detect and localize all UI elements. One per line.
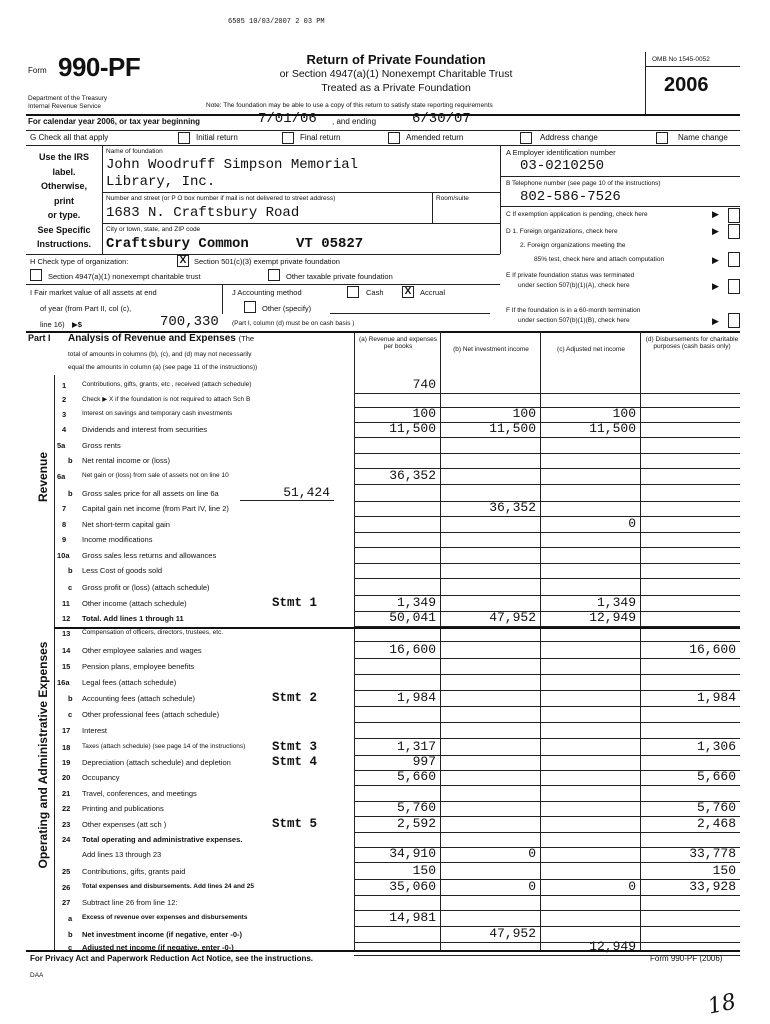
- row-number: b: [68, 930, 73, 939]
- value-col-a: 5,760: [396, 800, 436, 815]
- row-label: Interest on savings and temporary cash investments: [82, 410, 233, 417]
- value-col-a: 16,600: [389, 642, 436, 657]
- row-number: 26: [62, 883, 71, 892]
- row-label: Printing and publications: [82, 804, 164, 813]
- value-col-d: 16,600: [689, 642, 736, 657]
- value-col-c: 0: [628, 516, 636, 531]
- form-title: Return of Private Foundation: [306, 52, 486, 67]
- row-number: 20: [62, 773, 71, 782]
- h-type-label: H Check type of organization:: [30, 257, 129, 266]
- h-501c3-checkbox[interactable]: X: [177, 255, 189, 267]
- value-col-a: 100: [412, 406, 436, 421]
- part-i-label: Part I: [28, 333, 51, 343]
- row-number: 7: [62, 504, 67, 513]
- i-fmv-label-3: line 16): [40, 320, 65, 329]
- value-col-a: 50,041: [389, 610, 436, 625]
- row-number: 9: [62, 535, 67, 544]
- row-label: Excess of revenue over expenses and disbursements: [82, 914, 248, 921]
- initial-return-label: Initial return: [196, 133, 238, 142]
- other-method-checkbox[interactable]: [244, 301, 256, 313]
- form-subtitle-2: Treated as a Private Foundation: [321, 82, 471, 94]
- row-number: 25: [62, 867, 71, 876]
- part-i-desc-2: equal the amounts in column (a) (see page 11 of the instructions)): [68, 364, 258, 371]
- expenses-side-label: Operating and Administrative Expenses: [36, 641, 50, 869]
- value-col-b: 47,952: [489, 926, 536, 941]
- row-number: 5a: [57, 441, 66, 450]
- col-c-header: (c) Adjusted net income: [557, 346, 625, 353]
- accrual-checkbox[interactable]: X: [402, 286, 414, 298]
- omb-number: OMB No 1545-0052: [652, 56, 710, 63]
- row-label: Other expenses (att sch ): [82, 820, 167, 829]
- row-label: Gross sales price for all assets on line 6a: [82, 489, 219, 498]
- value-col-d: 2,468: [696, 816, 736, 831]
- row-label: Add lines 13 through 23: [82, 850, 162, 859]
- value-col-a: 997: [412, 754, 436, 769]
- form-note: Note: The foundation may be able to use a copy of this return to satisfy state reporting requirements: [206, 102, 493, 109]
- value-col-a: 36,352: [389, 468, 436, 483]
- row-number: 3: [62, 410, 67, 419]
- room-suite-label: Room/suite: [436, 195, 469, 202]
- value-col-d: 1,984: [696, 690, 736, 705]
- ein: 03-0210250: [520, 158, 605, 174]
- row-label: Net investment income (if negative, enter -0-): [82, 930, 243, 939]
- row-number: 13: [62, 629, 71, 638]
- row-label: Total. Add lines 1 through 11: [82, 614, 184, 623]
- final-return-label: Final return: [300, 133, 341, 142]
- row-label: Less Cost of goods sold: [82, 566, 163, 575]
- value-col-b: 0: [528, 846, 536, 861]
- row-number: c: [68, 583, 73, 592]
- row-number: 11: [62, 599, 70, 608]
- row-label: Capital gain net income (from Part IV, line 2): [82, 504, 229, 513]
- row-label: Adjusted net income (if negative, enter -0-): [82, 943, 234, 952]
- value-col-d: 5,660: [696, 769, 736, 784]
- row-number: b: [68, 566, 73, 575]
- value-col-c: 100: [612, 406, 636, 421]
- i-fmv-label-2: of year (from Part II, col (c),: [40, 304, 132, 313]
- h-4947-label: Section 4947(a)(1) nonexempt charitable trust: [48, 272, 201, 281]
- state-zip: VT 05827: [296, 236, 364, 252]
- phone-label: B Telephone number (see page 10 of the instructions): [506, 180, 661, 187]
- row-label: Gross profit or (loss) (attach schedule): [82, 583, 210, 592]
- d2-foreign-checkbox[interactable]: [728, 252, 740, 267]
- row-number: 4: [62, 425, 67, 434]
- statement-ref: Stmt 5: [272, 817, 318, 831]
- daa-label: DAA: [30, 972, 44, 979]
- foundation-name-label: Name of foundation: [106, 148, 163, 155]
- address-change-checkbox[interactable]: [520, 132, 532, 144]
- row-label: Gross sales less returns and allowances: [82, 551, 217, 560]
- row-number: 14: [62, 646, 71, 655]
- value-col-c: 12,949: [589, 939, 636, 954]
- and-ending-label: , and ending: [332, 117, 377, 126]
- j-accounting-label: J Accounting method: [232, 288, 302, 297]
- row-label: Income modifications: [82, 535, 153, 544]
- gross-sales-value: 51,424: [283, 485, 330, 500]
- c-pending-checkbox[interactable]: [728, 208, 740, 223]
- row-number: 1: [62, 381, 67, 390]
- value-col-b: 11,500: [489, 421, 536, 436]
- form-reference: Form 990-PF (2006): [650, 954, 723, 963]
- fax-header: 6505 10/03/2007 2 03 PM: [228, 18, 325, 26]
- row-label: Legal fees (attach schedule): [82, 678, 177, 687]
- tax-year-end: 6/30/07: [412, 111, 471, 127]
- row-label: Subtract line 26 from line 12:: [82, 898, 178, 907]
- col-a-header: (a) Revenue and expenses per books: [358, 336, 438, 350]
- row-label: Other professional fees (attach schedule): [82, 710, 220, 719]
- d1-foreign-label: D 1. Foreign organizations, check here: [506, 228, 618, 235]
- accrual-label: Accrual: [420, 288, 446, 297]
- col-b-header: (b) Net investment income: [453, 346, 529, 353]
- value-col-d: 33,778: [689, 846, 736, 861]
- street-address: 1683 N. Craftsbury Road: [106, 205, 300, 221]
- d1-foreign-checkbox[interactable]: [728, 224, 740, 239]
- value-col-c: 12,949: [589, 610, 636, 625]
- h-other-checkbox[interactable]: [268, 269, 280, 281]
- d2-foreign-label: 2. Foreign organizations meeting the: [520, 242, 626, 249]
- value-col-d: 150: [712, 863, 736, 878]
- phone: 802-586-7526: [520, 189, 621, 205]
- cash-checkbox[interactable]: [347, 286, 359, 298]
- i-fmv-value: 700,330: [160, 314, 219, 330]
- value-col-b: 100: [512, 406, 536, 421]
- e-terminated-checkbox[interactable]: [728, 279, 740, 294]
- row-number: 23: [62, 820, 71, 829]
- row-number: b: [68, 456, 73, 465]
- ein-label: A Employer identification number: [506, 148, 616, 157]
- part-i-title: Analysis of Revenue and Expenses (The: [68, 333, 255, 344]
- h-other-label: Other taxable private foundation: [286, 272, 393, 281]
- value-col-a: 1,317: [396, 739, 436, 754]
- value-col-d: 5,760: [696, 800, 736, 815]
- final-return-checkbox[interactable]: [282, 132, 294, 144]
- amended-return-checkbox[interactable]: [388, 132, 400, 144]
- row-number: 8: [62, 520, 67, 529]
- row-label: Check ▶ X if the foundation is not required to attach Sch B: [82, 396, 251, 403]
- tax-year-begin: 7/01/06: [258, 111, 317, 127]
- statement-ref: Stmt 2: [272, 691, 318, 705]
- form-subtitle-1: or Section 4947(a)(1) Nonexempt Charitable Trust: [279, 68, 513, 80]
- row-number: 6a: [57, 472, 66, 481]
- row-number: c: [68, 943, 73, 952]
- statement-ref: Stmt 4: [272, 755, 318, 769]
- value-col-d: 33,928: [689, 879, 736, 894]
- row-label: Travel, conferences, and meetings: [82, 789, 197, 798]
- cash-label: Cash: [366, 288, 384, 297]
- name-change-label: Name change: [678, 133, 728, 142]
- f-termination-label: F If the foundation is in a 60-month termination: [506, 307, 641, 314]
- street-label: Number and street (or P O box number if mail is not delivered to street address): [106, 195, 336, 202]
- amended-return-label: Amended return: [406, 133, 464, 142]
- c-pending-label: C If exemption application is pending, check here: [506, 211, 648, 218]
- f-termination-label-2: under section 507(b)(1)(B), check here: [518, 317, 630, 324]
- row-number: 17: [62, 726, 71, 735]
- f-termination-checkbox[interactable]: [728, 313, 740, 328]
- value-col-a: 1,349: [396, 595, 436, 610]
- row-number: 15: [62, 662, 71, 671]
- row-label: Compensation of officers, directors, trustees, etc.: [82, 629, 224, 636]
- foundation-name-1: John Woodruff Simpson Memorial: [106, 157, 359, 173]
- city: Craftsbury Common: [106, 236, 249, 252]
- row-number: 10a: [57, 551, 70, 560]
- col-d-header: (d) Disbursements for charitable purposes (cash basis only): [645, 336, 739, 350]
- row-label: Taxes (attach schedule) (see page 14 of the instructions): [82, 743, 246, 750]
- row-number: 16a: [57, 678, 70, 687]
- row-number: 19: [62, 758, 71, 767]
- part-i-desc-1: total of amounts in columns (b), (c), and (d) may not necessarily: [68, 351, 252, 358]
- row-number: 22: [62, 804, 71, 813]
- address-change-label: Address change: [540, 133, 598, 142]
- statement-ref: Stmt 3: [272, 740, 318, 754]
- row-label: Occupancy: [82, 773, 120, 782]
- h-4947-checkbox[interactable]: [30, 269, 42, 281]
- row-label: Other employee salaries and wages: [82, 646, 202, 655]
- use-irs-label: Use the IRS label. Otherwise, print or type. See Specific Instructions.: [36, 152, 91, 249]
- row-label: Dividends and interest from securities: [82, 425, 208, 434]
- row-number: a: [68, 914, 73, 923]
- row-label: Gross rents: [82, 441, 121, 450]
- value-col-a: 14,981: [389, 910, 436, 925]
- value-col-c: 0: [628, 879, 636, 894]
- value-col-a: 35,060: [389, 879, 436, 894]
- row-label: Total expenses and disbursements. Add lines 24 and 25: [82, 883, 254, 890]
- revenue-side-label: Revenue: [36, 451, 50, 503]
- row-label: Pension plans, employee benefits: [82, 662, 195, 671]
- row-label: Accounting fees (attach schedule): [82, 694, 195, 703]
- city-label: City or town, state, and ZIP code: [106, 226, 201, 233]
- other-method-label: Other (specify): [262, 304, 312, 313]
- row-label: Contributions, gifts, grants paid: [82, 867, 186, 876]
- dept-line-1: Department of the Treasury: [28, 95, 108, 102]
- value-col-b: 36,352: [489, 500, 536, 515]
- d2-85test-label: 85% test, check here and attach computation: [534, 256, 665, 263]
- e-terminated-label-2: under section 507(b)(1)(A), check here: [518, 282, 630, 289]
- calendar-year-label: For calendar year 2006, or tax year beginning: [28, 117, 201, 126]
- value-col-a: 11,500: [389, 421, 436, 436]
- g-check-label: G Check all that apply: [30, 133, 109, 142]
- value-col-c: 11,500: [589, 421, 636, 436]
- privacy-notice: For Privacy Act and Paperwork Reduction Act Notice, see the instructions.: [30, 954, 314, 963]
- h-501c3-label: Section 501(c)(3) exempt private foundation: [194, 257, 340, 266]
- row-number: 2: [62, 395, 67, 404]
- row-number: b: [68, 489, 73, 498]
- form-number: 990-PF: [58, 52, 141, 82]
- value-col-d: 1,306: [696, 739, 736, 754]
- value-col-b: 47,952: [489, 610, 536, 625]
- foundation-name-2: Library, Inc.: [106, 174, 216, 190]
- row-number: 18: [62, 743, 71, 752]
- value-col-a: 150: [412, 863, 436, 878]
- e-terminated-label: E If private foundation status was terminated: [506, 272, 635, 279]
- value-col-a: 5,660: [396, 769, 436, 784]
- name-change-checkbox[interactable]: [656, 132, 668, 144]
- statement-ref: Stmt 1: [272, 596, 318, 610]
- row-number: 24: [62, 835, 71, 844]
- row-label: Other income (attach schedule): [82, 599, 187, 608]
- value-col-a: 2,592: [396, 816, 436, 831]
- row-label: Contributions, gifts, grants, etc , received (attach schedule): [82, 381, 252, 388]
- row-number: 12: [62, 614, 71, 623]
- i-dollar-sign: ▶$: [72, 320, 82, 329]
- row-label: Net short-term capital gain: [82, 520, 170, 529]
- dept-line-2: Internal Revenue Service: [28, 103, 101, 110]
- row-label: Net gain or (loss) from sale of assets not on line 10: [82, 472, 229, 479]
- tax-year: 2006: [664, 74, 709, 96]
- part-note: (Part I, column (d) must be on cash basis ): [232, 320, 355, 327]
- row-number: 21: [62, 789, 71, 798]
- initial-return-checkbox[interactable]: [178, 132, 190, 144]
- row-number: b: [68, 694, 73, 703]
- value-col-a: 34,910: [389, 846, 436, 861]
- i-fmv-label: I Fair market value of all assets at end: [30, 288, 157, 297]
- row-number: 27: [62, 898, 71, 907]
- handwritten-mark: 18: [705, 989, 739, 1020]
- form-prefix: Form: [28, 66, 47, 75]
- row-number: c: [68, 710, 73, 719]
- value-col-c: 1,349: [596, 595, 636, 610]
- row-label: Depreciation (attach schedule) and depletion: [82, 758, 231, 767]
- value-col-a: 740: [412, 377, 436, 392]
- value-col-a: 1,984: [396, 690, 436, 705]
- value-col-b: 0: [528, 879, 536, 894]
- row-label: Interest: [82, 726, 108, 735]
- row-label: Total operating and administrative expenses.: [82, 835, 243, 844]
- row-label: Net rental income or (loss): [82, 456, 170, 465]
